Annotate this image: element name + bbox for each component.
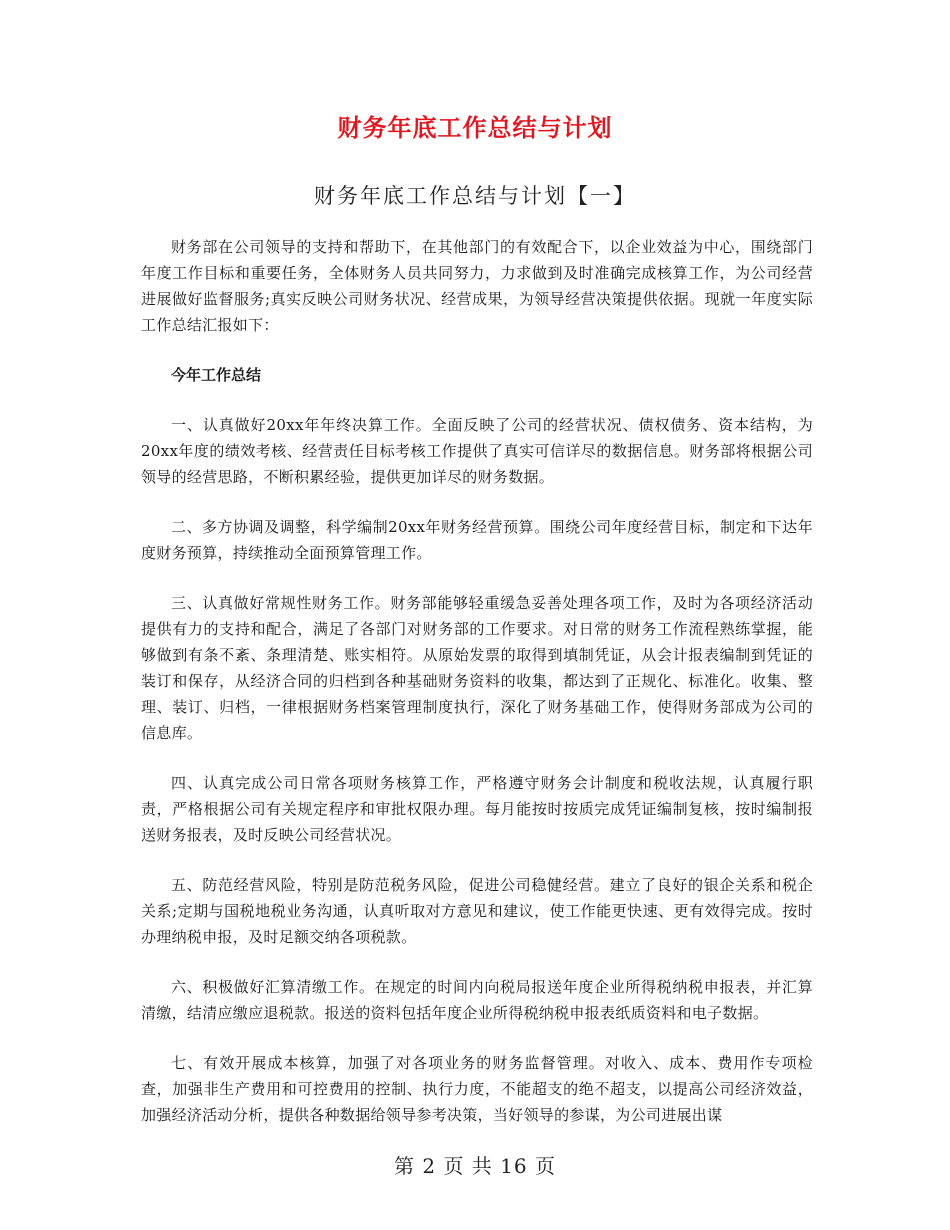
section-title: 财务年底工作总结与计划【一】	[314, 184, 636, 208]
paragraph-6: 六、积极做好汇算清缴工作。在规定的时间内向税局报送年度企业所得税纳税申报表，并汇算清缴，结清应缴应退税款。报送的资料包括年度企业所得税纳税申报表纸质资料和电子数据。	[141, 978, 813, 1022]
document-title: 财务年底工作总结与计划	[337, 114, 613, 142]
paragraph-7: 七、有效开展成本核算，加强了对各项业务的财务监督管理。对收入、成本、费用作专项检查，加强非生产费用和可控费用的控制、执行力度，不能超支的绝不超支，以提高公司经济效益，加强经济活动分析，提供各种数据给领导参考决策，当好领导的参谋，为公司进展出谋	[141, 1054, 813, 1124]
paragraph-1: 一、认真做好20xx年年终决算工作。全面反映了公司的经营状况、债权债务、资本结构，为20xx年度的绩效考核、经营责任目标考核工作提供了真实可信详尽的数据信息。财务部将根据公司领导的经营思路，不断积累经验，提供更加详尽的财务数据。	[141, 416, 813, 486]
paragraph-2: 二、多方协调及调整，科学编制20xx年财务经营预算。围绕公司年度经营目标，制定和下达年度财务预算，持续推动全面预算管理工作。	[141, 518, 813, 562]
paragraph-5: 五、防范经营风险，特别是防范税务风险，促进公司稳健经营。建立了良好的银企关系和税企关系;定期与国税地税业务沟通，认真听取对方意见和建议，使工作能更快速、更有效得完成。按时办理纳税申报，及时足额交纳各项税款。	[141, 876, 813, 946]
paragraph-4: 四、认真完成公司日常各项财务核算工作，严格遵守财务会计制度和税收法规，认真履行职责，严格根据公司有关规定程序和审批权限办理。每月能按时按质完成凭证编制复核，按时编制报送财务报表，及时反映公司经营状况。	[141, 774, 813, 844]
page-number-footer: 第 2 页 共 16 页	[394, 1154, 556, 1178]
paragraph-3: 三、认真做好常规性财务工作。财务部能够轻重缓急妥善处理各项工作，及时为各项经济活动提供有力的支持和配合，满足了各部门对财务部的工作要求。对日常的财务工作流程熟练掌握，能够做到有条不紊、条理清楚、账实相符。从原始发票的取得到填制凭证，从会计报表编制到凭证的装订和保存，从经济合同的归档到各种基础财务资料的收集，都达到了正规化、标准化。收集、整理、装订、归档，一律根据财务档案管理制度执行，深化了财务基础工作，使得财务部成为公司的信息库。	[141, 594, 813, 742]
intro-paragraph: 财务部在公司领导的支持和帮助下，在其他部门的有效配合下，以企业效益为中心，围绕部门年度工作目标和重要任务，全体财务人员共同努力，力求做到及时准确完成核算工作，为公司经营进展做好监督服务;真实反映公司财务状况、经营成果，为领导经营决策提供依据。现就一年度实际工作总结汇报如下：	[141, 238, 813, 334]
document-body	[141, 234, 813, 1152]
subheading: 今年工作总结	[171, 366, 262, 384]
